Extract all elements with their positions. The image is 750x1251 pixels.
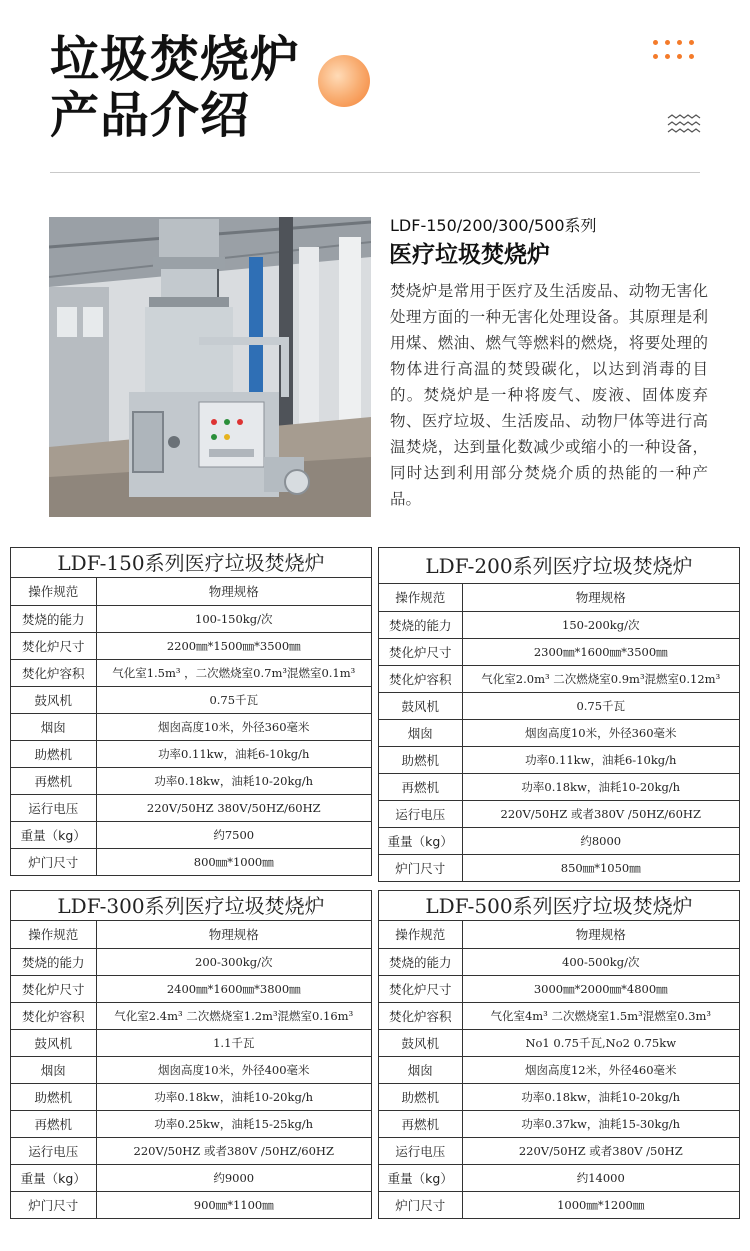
dots-grid-icon [651,38,701,62]
title-line-2: 产品介绍 [50,87,251,144]
spec-label-cell: 炉门尺寸 [11,848,96,875]
spec-label-cell: 助燃机 [379,746,462,773]
spec-table-ldf500 [378,890,740,1219]
spec-value-cell: 1000㎜*1200㎜ [462,1191,739,1218]
spec-value-cell: 约14000 [462,1164,739,1191]
spec-value-cell: 220V/50HZ 或者380V /50HZ/60HZ [96,1137,371,1164]
spec-value-cell: 2300㎜*1600㎜*3500㎜ [462,638,739,665]
spec-label-cell: 焚化炉尺寸 [11,975,96,1002]
product-series: LDF-150/200/300/500系列 [390,216,597,235]
spec-label-cell: 运行电压 [11,794,96,821]
spec-value-cell: 功率0.18kw，油耗10-20kg/h [96,767,371,794]
spec-label-cell: 炉门尺寸 [379,1191,462,1218]
table-row [11,1110,371,1137]
spec-table-grid [11,921,371,1218]
spec-value-cell: 功率0.25kw，油耗15-25kg/h [96,1110,371,1137]
spec-label-cell: 操作规范 [379,584,462,611]
spec-value-cell: 烟囱高度10米，外径360毫米 [462,719,739,746]
spec-label-cell: 焚化炉容积 [11,659,96,686]
table-row [11,794,371,821]
spec-label-cell: 操作规范 [379,921,462,948]
table-row [11,1137,371,1164]
spec-value-cell: 物理规格 [462,921,739,948]
spec-label-cell: 运行电压 [379,800,462,827]
table-row [379,854,739,881]
table-row [379,584,739,611]
spec-value-cell: 3000㎜*2000㎜*4800㎜ [462,975,739,1002]
table-row [379,719,739,746]
spec-value-cell: 气化室1.5m³ ，二次燃烧室0.7m³混燃室0.1m³ [96,659,371,686]
spec-value-cell: 功率0.18kw，油耗10-20kg/h [96,1083,371,1110]
table-row [11,578,371,605]
table-row [11,713,371,740]
spec-label-cell: 炉门尺寸 [11,1191,96,1218]
spec-label-cell: 焚烧的能力 [379,948,462,975]
spec-value-cell: 烟囱高度10米，外径360毫米 [96,713,371,740]
spec-label-cell: 运行电压 [379,1137,462,1164]
spec-label-cell: 鼓风机 [379,692,462,719]
table-row [379,665,739,692]
title-line-1: 垃圾焚烧炉 [50,31,301,88]
spec-value-cell: 功率0.37kw，油耗15-30kg/h [462,1110,739,1137]
spec-table-title: LDF-300系列医疗垃圾焚烧炉 [11,891,371,921]
spec-value-cell: 800㎜*1000㎜ [96,848,371,875]
header-divider [50,172,700,173]
table-row [379,1083,739,1110]
table-row [379,746,739,773]
spec-label-cell: 运行电压 [11,1137,96,1164]
table-row [11,1083,371,1110]
table-row [11,767,371,794]
spec-label-cell: 焚化炉容积 [379,1002,462,1029]
spec-label-cell: 助燃机 [11,1083,96,1110]
table-row [379,638,739,665]
table-row [11,821,371,848]
table-row [379,948,739,975]
spec-table-ldf150 [10,547,372,876]
product-name: 医疗垃圾焚烧炉 [389,242,550,268]
table-row [379,921,739,948]
spec-label-cell: 操作规范 [11,921,96,948]
spec-value-cell: 约7500 [96,821,371,848]
spec-table-grid [11,578,371,875]
spec-value-cell: 约9000 [96,1164,371,1191]
spec-value-cell: 850㎜*1050㎜ [462,854,739,881]
spec-value-cell: 物理规格 [96,578,371,605]
table-row [11,948,371,975]
spec-table-title: LDF-150系列医疗垃圾焚烧炉 [11,548,371,578]
spec-value-cell: 气化室2.0m³ 二次燃烧室0.9m³混燃室0.12m³ [462,665,739,692]
spec-label-cell: 操作规范 [11,578,96,605]
table-row [11,1164,371,1191]
spec-label-cell: 焚化炉尺寸 [379,638,462,665]
spec-label-cell: 鼓风机 [379,1029,462,1056]
spec-table-grid [379,921,739,1218]
spec-label-cell: 再燃机 [379,773,462,800]
table-row [379,1164,739,1191]
spec-value-cell: 烟囱高度10米，外径400毫米 [96,1056,371,1083]
table-row [11,1002,371,1029]
table-row [379,1191,739,1218]
spec-value-cell: 物理规格 [96,921,371,948]
table-row [11,1191,371,1218]
spec-value-cell: 900㎜*1100㎜ [96,1191,371,1218]
spec-label-cell: 烟囱 [379,719,462,746]
spec-label-cell: 重量（kg） [379,827,462,854]
spec-value-cell: 1.1千瓦 [96,1029,371,1056]
table-row [11,686,371,713]
spec-table-grid [379,584,739,881]
page-title [50,28,370,148]
table-row [11,659,371,686]
spec-value-cell: No1 0.75千瓦,No2 0.75kw [462,1029,739,1056]
table-row [379,1110,739,1137]
spec-value-cell: 220V/50HZ 380V/50HZ/60HZ [96,794,371,821]
orange-circle-decoration [318,55,370,107]
spec-value-cell: 烟囱高度12米，外径460毫米 [462,1056,739,1083]
spec-label-cell: 烟囱 [11,713,96,740]
spec-value-cell: 功率0.18kw，油耗10-20kg/h [462,773,739,800]
spec-label-cell: 再燃机 [11,1110,96,1137]
table-row [379,827,739,854]
spec-value-cell: 气化室2.4m³ 二次燃烧室1.2m³混燃室0.16m³ [96,1002,371,1029]
table-row [379,1002,739,1029]
spec-label-cell: 重量（kg） [11,821,96,848]
spec-label-cell: 助燃机 [379,1083,462,1110]
spec-label-cell: 鼓风机 [11,1029,96,1056]
spec-label-cell: 焚烧的能力 [379,611,462,638]
table-row [11,1029,371,1056]
table-row [379,692,739,719]
spec-label-cell: 焚化炉尺寸 [11,632,96,659]
table-row [379,1029,739,1056]
spec-label-cell: 炉门尺寸 [379,854,462,881]
spec-table-ldf200 [378,547,740,882]
spec-table-ldf300 [10,890,372,1219]
spec-value-cell: 功率0.11kw，油耗6-10kg/h [462,746,739,773]
table-row [11,921,371,948]
spec-table-title: LDF-500系列医疗垃圾焚烧炉 [379,891,739,921]
table-row [379,1056,739,1083]
spec-label-cell: 焚化炉尺寸 [379,975,462,1002]
table-row [379,611,739,638]
table-row [11,740,371,767]
spec-label-cell: 再燃机 [11,767,96,794]
spec-label-cell: 助燃机 [11,740,96,767]
spec-label-cell: 重量（kg） [379,1164,462,1191]
zigzag-lines-icon [667,114,701,136]
table-row [11,975,371,1002]
spec-label-cell: 烟囱 [11,1056,96,1083]
spec-value-cell: 200-300kg/次 [96,948,371,975]
spec-value-cell: 0.75千瓦 [462,692,739,719]
table-row [11,1056,371,1083]
table-row [379,975,739,1002]
spec-value-cell: 约8000 [462,827,739,854]
spec-label-cell: 焚烧的能力 [11,605,96,632]
table-row [379,773,739,800]
product-description: 焚烧炉是常用于医疗及生活废品、动物无害化处理方面的一种无害化处理设备。其原理是利用煤、燃油、燃气等燃料的燃烧，将要处理的物体进行高温的焚毁碳化，以达到消毒的目的。焚烧炉是一种将废气、废液、固体废弃物、医疗垃圾、生活废品、动物尸体等进行高温焚烧，达到量化数减少或缩小的一种设备，同时达到利用部分焚烧介质的热能的一种产品。 [390,282,708,508]
spec-label-cell: 焚化炉容积 [379,665,462,692]
spec-value-cell: 2400㎜*1600㎜*3800㎜ [96,975,371,1002]
table-row [11,605,371,632]
spec-value-cell: 0.75千瓦 [96,686,371,713]
spec-value-cell: 功率0.18kw，油耗10-20kg/h [462,1083,739,1110]
spec-value-cell: 功率0.11kw，油耗6-10kg/h [96,740,371,767]
spec-label-cell: 焚化炉容积 [11,1002,96,1029]
spec-value-cell: 100-150kg/次 [96,605,371,632]
spec-value-cell: 2200㎜*1500㎜*3500㎜ [96,632,371,659]
spec-table-title: LDF-200系列医疗垃圾焚烧炉 [379,548,739,584]
incinerator-product-photo [49,217,371,517]
spec-value-cell: 物理规格 [462,584,739,611]
table-row [379,800,739,827]
table-row [379,1137,739,1164]
spec-label-cell: 烟囱 [379,1056,462,1083]
spec-value-cell: 220V/50HZ 或者380V /50HZ/60HZ [462,800,739,827]
spec-label-cell: 鼓风机 [11,686,96,713]
spec-label-cell: 焚烧的能力 [11,948,96,975]
table-row [11,848,371,875]
spec-label-cell: 重量（kg） [11,1164,96,1191]
spec-label-cell: 再燃机 [379,1110,462,1137]
spec-value-cell: 220V/50HZ 或者380V /50HZ [462,1137,739,1164]
table-row [11,632,371,659]
spec-value-cell: 气化室4m³ 二次燃烧室1.5m³混燃室0.3m³ [462,1002,739,1029]
spec-value-cell: 400-500kg/次 [462,948,739,975]
spec-value-cell: 150-200kg/次 [462,611,739,638]
